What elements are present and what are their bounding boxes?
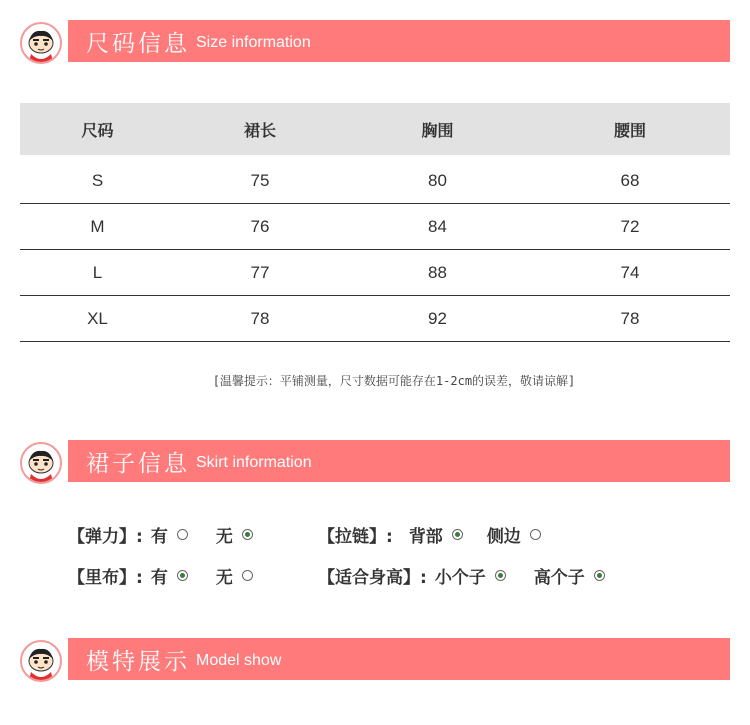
section-title-zh: 模特展示 [86, 648, 190, 675]
table-row [20, 155, 730, 204]
table-row [20, 296, 730, 342]
cell-bust: 88 [428, 262, 447, 282]
zipper-option-back[interactable] [409, 522, 463, 547]
header-skirt-length: 裙长 [243, 120, 276, 140]
section-title-en: Model show [196, 651, 282, 669]
fit-height-option-petite[interactable] [435, 563, 506, 588]
section-title-en: Size information [196, 33, 311, 51]
option-label: 无 [215, 568, 233, 588]
radio-unselected-icon[interactable] [177, 529, 188, 540]
size-table [20, 103, 730, 342]
cell-waist: 72 [620, 216, 640, 236]
elastic-info [68, 522, 253, 547]
cell-bust: 92 [428, 308, 447, 328]
cell-skirt-length: 77 [250, 262, 270, 282]
option-label: 无 [215, 527, 233, 547]
header-size: 尺码 [81, 120, 114, 140]
fit-height-option-tall[interactable] [534, 563, 605, 588]
skirt-section-header [0, 440, 750, 484]
header-waist: 腰围 [613, 120, 646, 140]
elastic-label: 【弹力】: [68, 527, 143, 547]
option-label: 高个子 [533, 568, 585, 588]
cell-waist: 78 [620, 308, 640, 328]
lining-option-yes[interactable] [151, 563, 188, 588]
option-label: 背部 [408, 527, 443, 547]
radio-selected-icon[interactable] [594, 570, 605, 581]
cell-size: M [90, 216, 105, 236]
cell-skirt-length: 76 [250, 216, 270, 236]
elastic-option-no[interactable] [216, 522, 253, 547]
section-title-zh: 裙子信息 [86, 450, 190, 477]
model-section-header [0, 638, 750, 682]
cell-skirt-length: 75 [250, 171, 270, 190]
lining-option-no[interactable] [216, 563, 253, 588]
section-title-band [68, 440, 730, 482]
lining-label: 【里布】: [68, 568, 143, 588]
size-section-header [0, 20, 750, 64]
option-label: 侧边 [486, 527, 521, 547]
cell-skirt-length: 78 [250, 308, 270, 328]
zipper-label: 【拉链】: [318, 527, 393, 547]
section-title-zh: 尺码信息 [86, 30, 190, 57]
option-label: 有 [150, 527, 168, 547]
measurement-tip: [温馨提示：平铺测量，尺寸数据可能存在1-2cm的误差，敬请谅解] [212, 374, 576, 388]
elastic-option-yes[interactable] [151, 522, 188, 547]
fit-height-info [318, 563, 605, 588]
section-title-band [68, 638, 730, 680]
zipper-option-side[interactable] [487, 522, 541, 547]
cartoon-avatar-icon [20, 22, 62, 64]
radio-unselected-icon[interactable] [242, 570, 253, 581]
radio-unselected-icon[interactable] [530, 529, 541, 540]
radio-selected-icon[interactable] [452, 529, 463, 540]
zipper-info [318, 522, 541, 547]
table-row [20, 250, 730, 296]
lining-info [68, 563, 253, 588]
table-row [20, 204, 730, 250]
option-label: 有 [150, 568, 168, 588]
cell-size: XL [87, 308, 108, 328]
section-title-band [68, 20, 730, 62]
option-label: 小个子 [434, 568, 486, 588]
cell-bust: 80 [428, 171, 447, 190]
header-bust: 胸围 [421, 120, 454, 140]
radio-selected-icon[interactable] [177, 570, 188, 581]
size-table-header [20, 103, 730, 155]
section-title-en: Skirt information [196, 453, 312, 471]
radio-selected-icon[interactable] [495, 570, 506, 581]
cell-bust: 84 [428, 216, 447, 236]
cartoon-avatar-icon [20, 640, 62, 682]
cell-size: L [92, 262, 103, 282]
cell-waist: 68 [620, 171, 640, 190]
fit-height-label: 【适合身高】: [318, 568, 427, 588]
cell-waist: 74 [620, 262, 640, 282]
cartoon-avatar-icon [20, 442, 62, 484]
radio-selected-icon[interactable] [242, 529, 253, 540]
cell-size: S [91, 171, 104, 190]
